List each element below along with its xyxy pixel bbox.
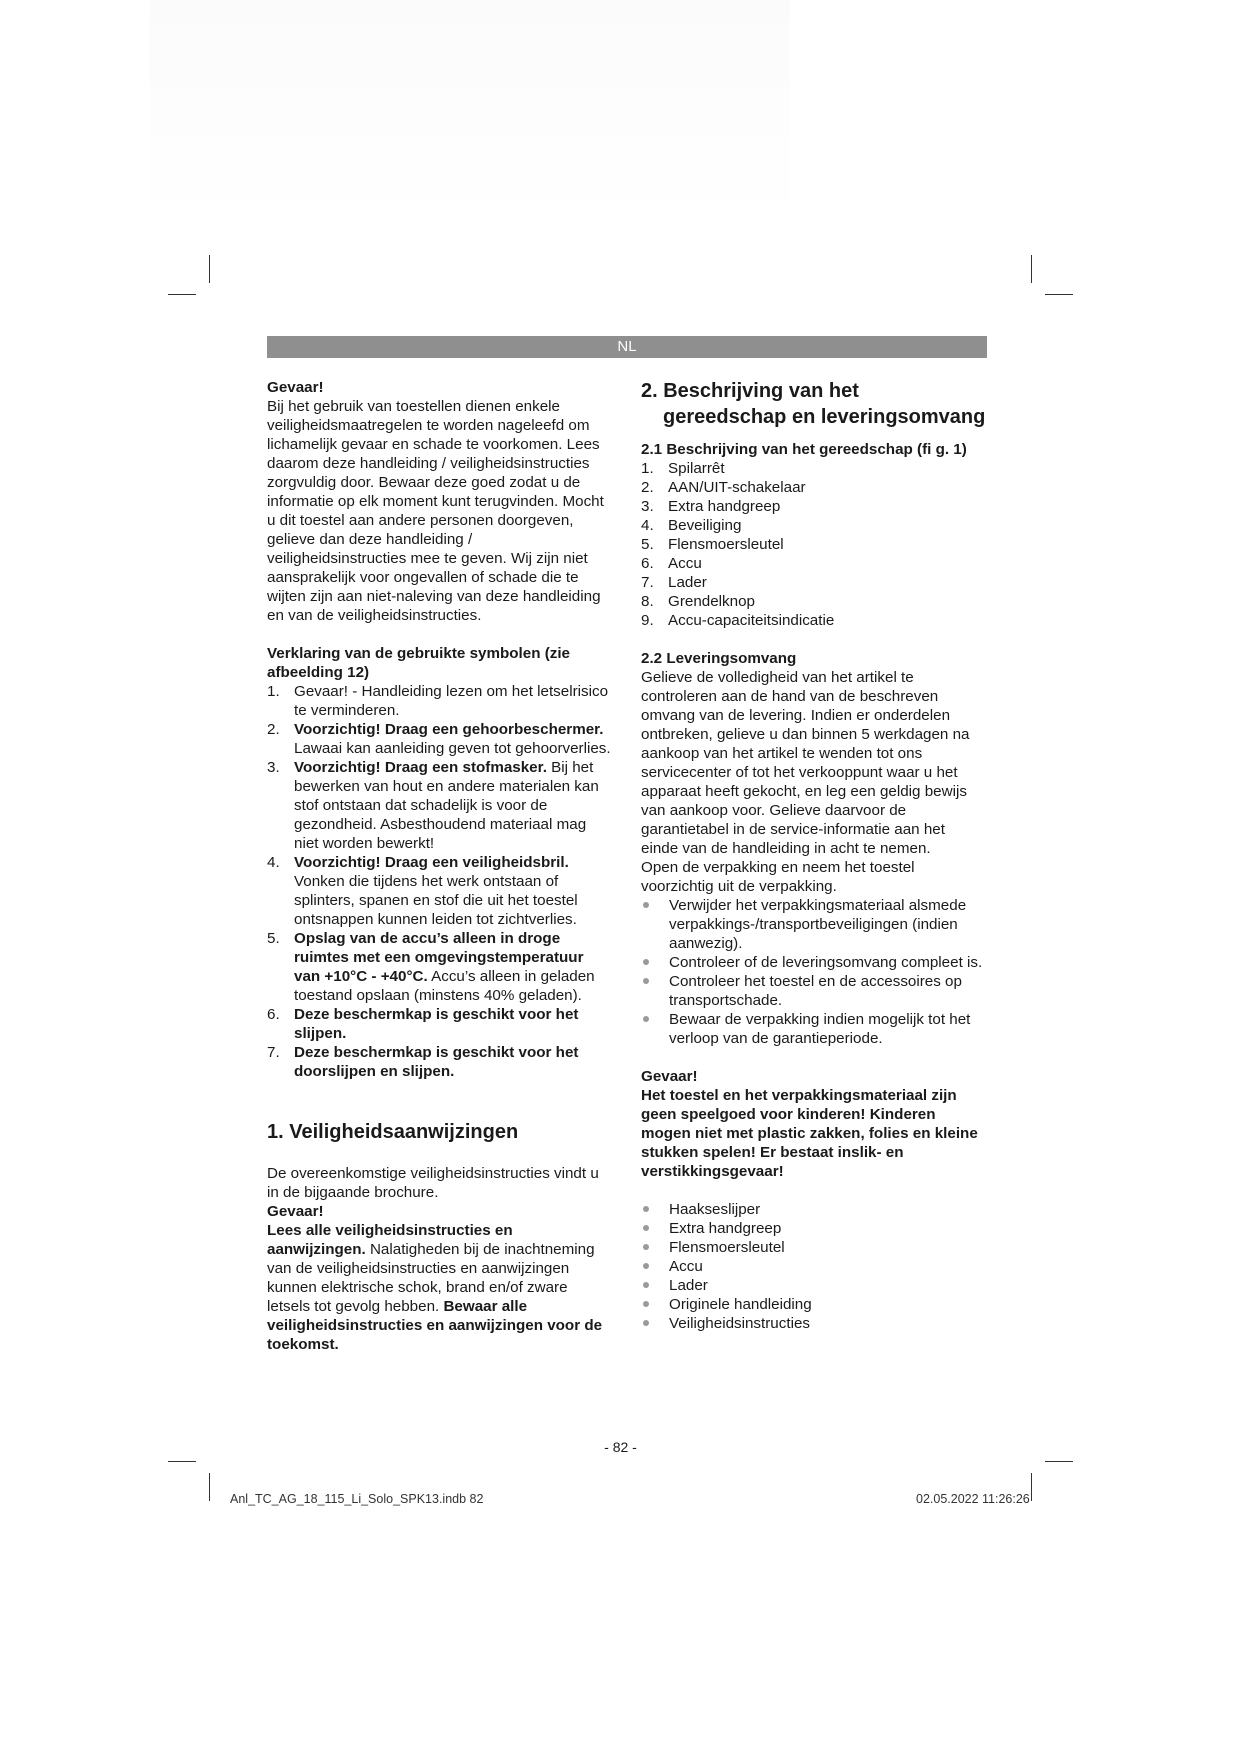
part-label: AAN/UIT-schakelaar xyxy=(668,479,806,496)
contents-item-text: Accu xyxy=(669,1258,703,1275)
crop-mark-bl-v xyxy=(209,1473,210,1501)
scan-shade xyxy=(150,0,790,230)
part-label: Grendelknop xyxy=(668,593,755,610)
bullet-dot xyxy=(643,1301,649,1307)
contents-item-text: Flensmoersleutel xyxy=(669,1239,785,1256)
part-item xyxy=(641,554,986,573)
right-warning-text: Het toestel en het verpakkingsmateriaal zijn geen speelgoed voor kinderen! Kinderen mogen niet met plastic zakken, folies en kleine stukken spelen! Er bestaat inslik- en verstikkingsgevaar! xyxy=(641,1087,978,1180)
delivery-contents-list xyxy=(641,1200,986,1333)
contents-item xyxy=(641,1314,986,1333)
bullet-dot xyxy=(643,1320,649,1326)
unpack-steps-list xyxy=(641,896,986,1048)
contents-item-text: Lader xyxy=(669,1277,708,1294)
part-item xyxy=(641,459,986,478)
bullet-dot xyxy=(643,1206,649,1212)
symbol-item xyxy=(267,720,612,758)
unpack-step xyxy=(641,896,986,953)
footer-datetime: 02.05.2022 11:26:26 xyxy=(916,1492,1030,1506)
symbol-item xyxy=(267,1043,612,1081)
subsection-2-2-text-2: Open de verpakking en neem het toestel voorzichtig uit de verpakking. xyxy=(641,859,915,895)
symbol-bold-text: Voorzichtig! Draag een stofmasker. xyxy=(294,759,547,776)
contents-item xyxy=(641,1257,986,1276)
crop-mark-br-v xyxy=(1031,1473,1032,1501)
part-number: 2. xyxy=(641,479,654,496)
contents-item xyxy=(641,1295,986,1314)
symbol-bold-text: Voorzichtig! Draag een gehoorbeschermer. xyxy=(294,721,604,738)
symbol-text: Bij het bewerken van hout en andere materialen kan stof ontstaan dat schadelijk is voor de gezondheid. Asbesthoudend materiaal mag niet worden bewerkt! xyxy=(294,759,599,852)
symbol-text: Lawaai kan aanleiding geven tot gehoorverlies. xyxy=(294,740,611,757)
symbol-bold-text: Opslag van de accu’s alleen in droge ruimtes met een omgevingstemperatuur van +10°C - +40°C. xyxy=(294,930,584,985)
crop-mark-tl-h xyxy=(168,294,196,295)
intro-warning-heading: Gevaar! xyxy=(267,379,324,396)
contents-item-text: Haakseslijper xyxy=(669,1201,761,1218)
bullet-dot xyxy=(643,1282,649,1288)
footer-file-info: Anl_TC_AG_18_115_Li_Solo_SPK13.indb 82 xyxy=(230,1492,484,1506)
part-number: 3. xyxy=(641,498,654,515)
section2-title: 2. Beschrijving van het gereedschap en leveringsomvang xyxy=(641,380,986,428)
right-warning-heading: Gevaar! xyxy=(641,1068,698,1085)
part-label: Accu xyxy=(668,555,702,572)
symbol-number: 3. xyxy=(267,759,280,776)
symbol-item xyxy=(267,682,612,720)
parts-list xyxy=(641,459,986,630)
part-number: 5. xyxy=(641,536,654,553)
bullet-dot xyxy=(643,1225,649,1231)
symbol-item xyxy=(267,758,612,853)
part-number: 7. xyxy=(641,574,654,591)
contents-item xyxy=(641,1200,986,1219)
symbol-number: 6. xyxy=(267,1006,280,1023)
symbol-number: 1. xyxy=(267,683,280,700)
symbol-text: Accu’s alleen in geladen toestand opslaan (minstens 40% geladen). xyxy=(294,968,595,1004)
unpack-step xyxy=(641,953,986,972)
part-number: 6. xyxy=(641,555,654,572)
bullet-dot xyxy=(643,959,649,965)
part-item xyxy=(641,573,986,592)
symbol-number: 5. xyxy=(267,930,280,947)
part-label: Beveiliging xyxy=(668,517,742,534)
symbol-bold-text: Deze beschermkap is geschikt voor het slijpen. xyxy=(294,1006,579,1042)
unpack-step xyxy=(641,1010,986,1048)
section1-warning-paragraph xyxy=(267,1221,612,1354)
unpack-step xyxy=(641,972,986,1010)
part-number: 8. xyxy=(641,593,654,610)
symbol-bold-text: Voorzichtig! Draag een veiligheidsbril. xyxy=(294,854,569,871)
contents-item-text: Veiligheidsinstructies xyxy=(669,1315,810,1332)
symbol-bold-text: Deze beschermkap is geschikt voor het doorslijpen en slijpen. xyxy=(294,1044,579,1080)
symbol-number: 4. xyxy=(267,854,280,871)
unpack-step-text: Controleer het toestel en de accessoires op transportschade. xyxy=(669,973,962,1009)
part-item xyxy=(641,478,986,497)
section1-bold-2: Bewaar alle veiligheidsinstructies en aanwijzingen voor de toekomst. xyxy=(267,1298,603,1353)
symbol-item xyxy=(267,853,612,929)
symbol-item xyxy=(267,929,612,1005)
bullet-dot xyxy=(643,902,649,908)
part-number: 9. xyxy=(641,612,654,629)
subsection-2-2-title: 2.2 Leveringsomvang xyxy=(641,650,797,667)
section1-bold-1: Lees alle veiligheidsinstructies en aanwijzingen. xyxy=(267,1222,513,1258)
symbol-number: 2. xyxy=(267,721,280,738)
part-label: Extra handgreep xyxy=(668,498,781,515)
bullet-dot xyxy=(643,978,649,984)
section1-text: De overeenkomstige veiligheidsinstructies vindt u in de bijgaande brochure. xyxy=(267,1165,599,1201)
subsection-2-1-title: 2.1 Beschrijving van het gereedschap (fi g. 1) xyxy=(641,441,967,458)
contents-item xyxy=(641,1238,986,1257)
symbol-text: Vonken die tijdens het werk ontstaan of splinters, spanen en stof die uit het toestel ontsnappen kunnen leiden tot zichtverlies. xyxy=(294,873,578,928)
language-code: NL xyxy=(617,338,637,355)
symbols-heading: Verklaring van de gebruikte symbolen (zie afbeelding 12) xyxy=(267,645,571,681)
crop-mark-tr-h xyxy=(1045,294,1073,295)
bullet-dot xyxy=(643,1244,649,1250)
symbol-text: Gevaar! - Handleiding lezen om het letselrisico te verminderen. xyxy=(294,683,609,719)
contents-item-text: Originele handleiding xyxy=(669,1296,812,1313)
part-item xyxy=(641,592,986,611)
crop-mark-br-h xyxy=(1045,1461,1073,1462)
intro-text: Bij het gebruik van toestellen dienen enkele veiligheidsmaatregelen te worden nageleefd om lichamelijk gevaar en schade te voorkomen. Lees daarom deze handleiding / veiligheidsinstructies zorgvuldig door. Bewaar deze goed zodat u de informatie op elk moment kunt terugvinden. Mocht u dit toestel aan andere personen doorgeven, gelieve dan deze handleiding / veiligheidsinstructies mee te geven. Wij zijn niet aansprakelijk voor ongevallen of schade die te wijten zijn aan niet-naleving van deze handleiding en van de veiligheidsinstructies. xyxy=(267,398,604,624)
part-item xyxy=(641,516,986,535)
language-header-bar xyxy=(267,336,987,358)
contents-item xyxy=(641,1219,986,1238)
subsection-2-2-text: Gelieve de volledigheid van het artikel te controleren aan de hand van de beschreven omvang van de levering. Indien er onderdelen ontbreken, gelieve u dan binnen 5 werkdagen na aankoop van het artikel te wenden tot ons servicecenter of tot het verkooppunt waar u het apparaat heeft gekocht, en leg een geldig bewijs van aankoop voor. Gelieve daarvoor de garantietabel in de service-informatie aan het einde van de handleiding in acht te nemen. xyxy=(641,669,970,857)
page-number: - 82 - xyxy=(604,1439,637,1455)
section1-warning-heading: Gevaar! xyxy=(267,1203,324,1220)
right-column xyxy=(641,378,986,1333)
part-label: Spilarrêt xyxy=(668,460,725,477)
symbol-number: 7. xyxy=(267,1044,280,1061)
unpack-step-text: Verwijder het verpakkingsmateriaal alsmede verpakkings-/transportbeveiligingen (indien aanwezig). xyxy=(669,897,967,952)
part-label: Flensmoersleutel xyxy=(668,536,784,553)
symbol-item xyxy=(267,1005,612,1043)
section1-title: 1. Veiligheidsaanwijzingen xyxy=(267,1121,519,1143)
bullet-dot xyxy=(643,1016,649,1022)
part-number: 4. xyxy=(641,517,654,534)
contents-item-text: Extra handgreep xyxy=(669,1220,782,1237)
part-item xyxy=(641,497,986,516)
part-number: 1. xyxy=(641,460,654,477)
crop-mark-tr-v xyxy=(1031,255,1032,283)
part-item xyxy=(641,611,986,630)
bullet-dot xyxy=(643,1263,649,1269)
left-column xyxy=(267,378,612,1354)
crop-mark-bl-h xyxy=(168,1461,196,1462)
unpack-step-text: Bewaar de verpakking indien mogelijk tot het verloop van de garantieperiode. xyxy=(669,1011,971,1047)
section1-text-2: Nalatigheden bij de inachtneming van de veiligheidsinstructies en aanwijzingen kunnen elektrische schok, brand en/of zware letsels tot gevolg hebben. xyxy=(267,1241,595,1315)
contents-item xyxy=(641,1276,986,1295)
part-item xyxy=(641,535,986,554)
crop-mark-tl-v xyxy=(209,255,210,283)
part-label: Accu-capaciteitsindicatie xyxy=(668,612,835,629)
part-label: Lader xyxy=(668,574,707,591)
unpack-step-text: Controleer of de leveringsomvang compleet is. xyxy=(669,954,983,971)
symbols-list xyxy=(267,682,612,1081)
